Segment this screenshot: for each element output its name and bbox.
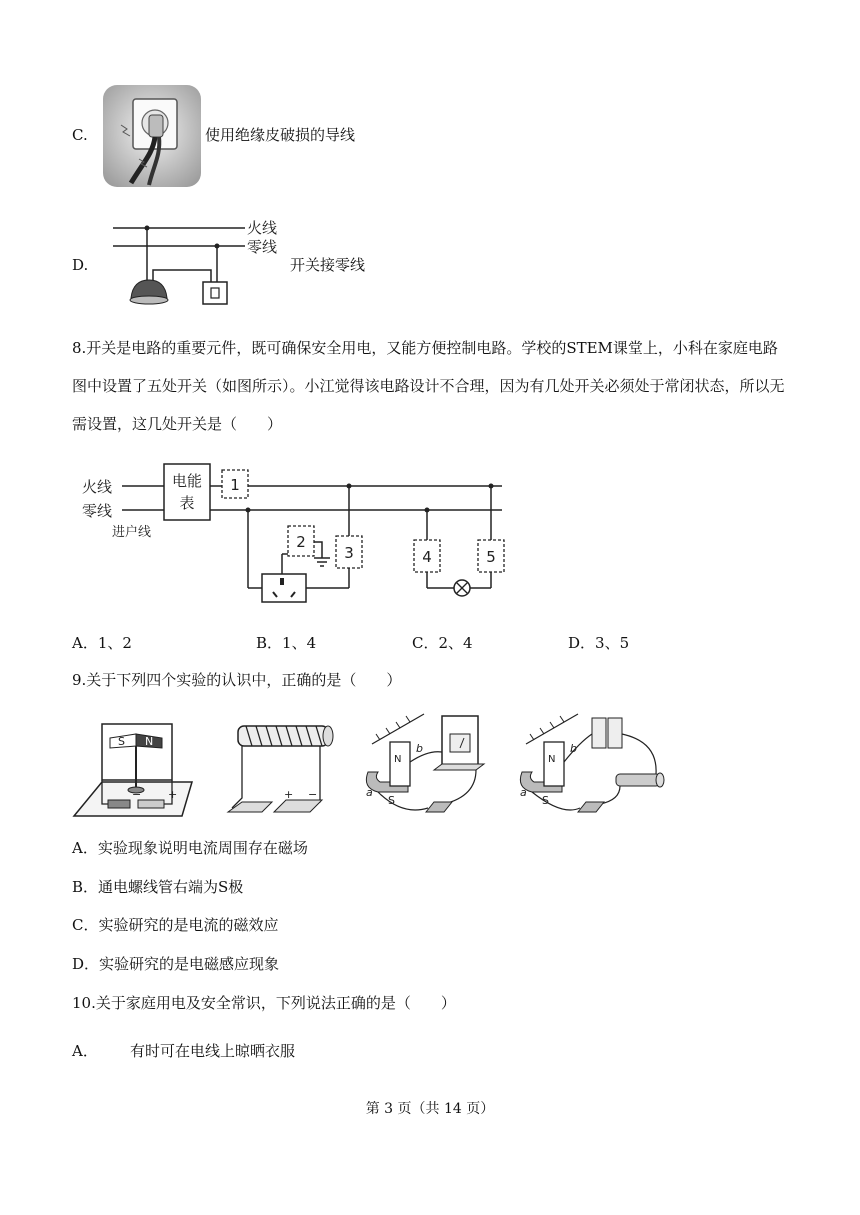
live-wire-label: 火线 — [247, 219, 278, 237]
oersted-plus-label: + — [168, 788, 178, 801]
switch-4-label: 4 — [422, 548, 432, 566]
option-c-letter: C. — [72, 126, 88, 144]
oersted-s-label: S — [118, 735, 125, 748]
four-experiments-figure — [72, 712, 672, 824]
q10-option-a-letter: A． — [72, 1042, 98, 1060]
q9-option-d: D．实验研究的是电磁感应现象 — [72, 955, 280, 973]
fig-inlet-label: 进户线 — [112, 525, 152, 540]
exp3-s-label: S — [388, 794, 395, 807]
question-10-stem: 10.关于家庭用电及安全常识，下列说法正确的是（ ） — [72, 994, 456, 1012]
q8-option-b: B．1、4 — [256, 634, 317, 652]
fig-neutral-label: 零线 — [82, 502, 113, 520]
exp4-n-label: N — [548, 754, 556, 765]
option-c-text: 使用绝缘皮破损的导线 — [205, 126, 356, 144]
meter-label-line2: 表 — [179, 494, 195, 512]
exp3-b-label: b — [416, 742, 423, 755]
fig-live-label: 火线 — [82, 478, 113, 496]
solenoid-minus-label: − — [308, 788, 318, 801]
q9-option-a: A．实验现象说明电流周围存在磁场 — [72, 839, 308, 857]
neutral-wire-label: 零线 — [247, 238, 278, 256]
outlet-damaged-wire-image — [103, 85, 201, 187]
q8-option-c: C．2、4 — [412, 634, 473, 652]
switch-2-label: 2 — [296, 533, 306, 551]
q9-option-b: B．通电螺线管右端为S极 — [72, 878, 244, 896]
question-8-stem: 8.开关是电路的重要元件，既可确保安全用电，又能方便控制电路。学校的STEM课堂上，小科在家庭电路图中设置了五处开关（如图所示）。小江觉得该电路设计不合理，因为有几处开关必须处于常闭状态，所以无需设置，这几处开关是（ ） — [72, 339, 785, 433]
solenoid-experiment — [228, 726, 333, 812]
page-footer: 第 3 页（共 14 页） — [365, 1101, 495, 1117]
solenoid-plus-label: + — [284, 788, 294, 801]
meter-label-line1: 电能 — [171, 472, 203, 490]
exp3-n-label: N — [394, 754, 402, 765]
q8-option-d: D．3、5 — [568, 634, 630, 652]
motor-experiment — [520, 714, 664, 812]
switch-neutral-diagram — [105, 212, 285, 312]
switch-5-label: 5 — [486, 548, 496, 566]
option-d-text: 开关接零线 — [290, 256, 366, 274]
q9-option-c: C．实验研究的是电流的磁效应 — [72, 916, 279, 934]
exp4-s-label: S — [542, 794, 549, 807]
exp4-b-label: b — [570, 742, 577, 755]
home-circuit-diagram — [78, 460, 518, 610]
question-9-stem: 9.关于下列四个实验的认识中，正确的是（ ） — [72, 671, 402, 689]
q8-option-a: A．1、2 — [72, 634, 132, 652]
oersted-experiment — [74, 724, 192, 816]
oersted-n-label: N — [145, 735, 154, 748]
q10-option-a-text: 有时可在电线上晾晒衣服 — [130, 1042, 296, 1060]
oersted-minus-label: − — [132, 788, 142, 801]
switch-3-label: 3 — [344, 544, 354, 562]
exp3-a-label: a — [366, 786, 373, 799]
exp4-a-label: a — [520, 786, 527, 799]
induction-experiment — [366, 714, 484, 812]
option-d-letter: D. — [72, 256, 89, 274]
switch-1-label: 1 — [230, 476, 240, 494]
